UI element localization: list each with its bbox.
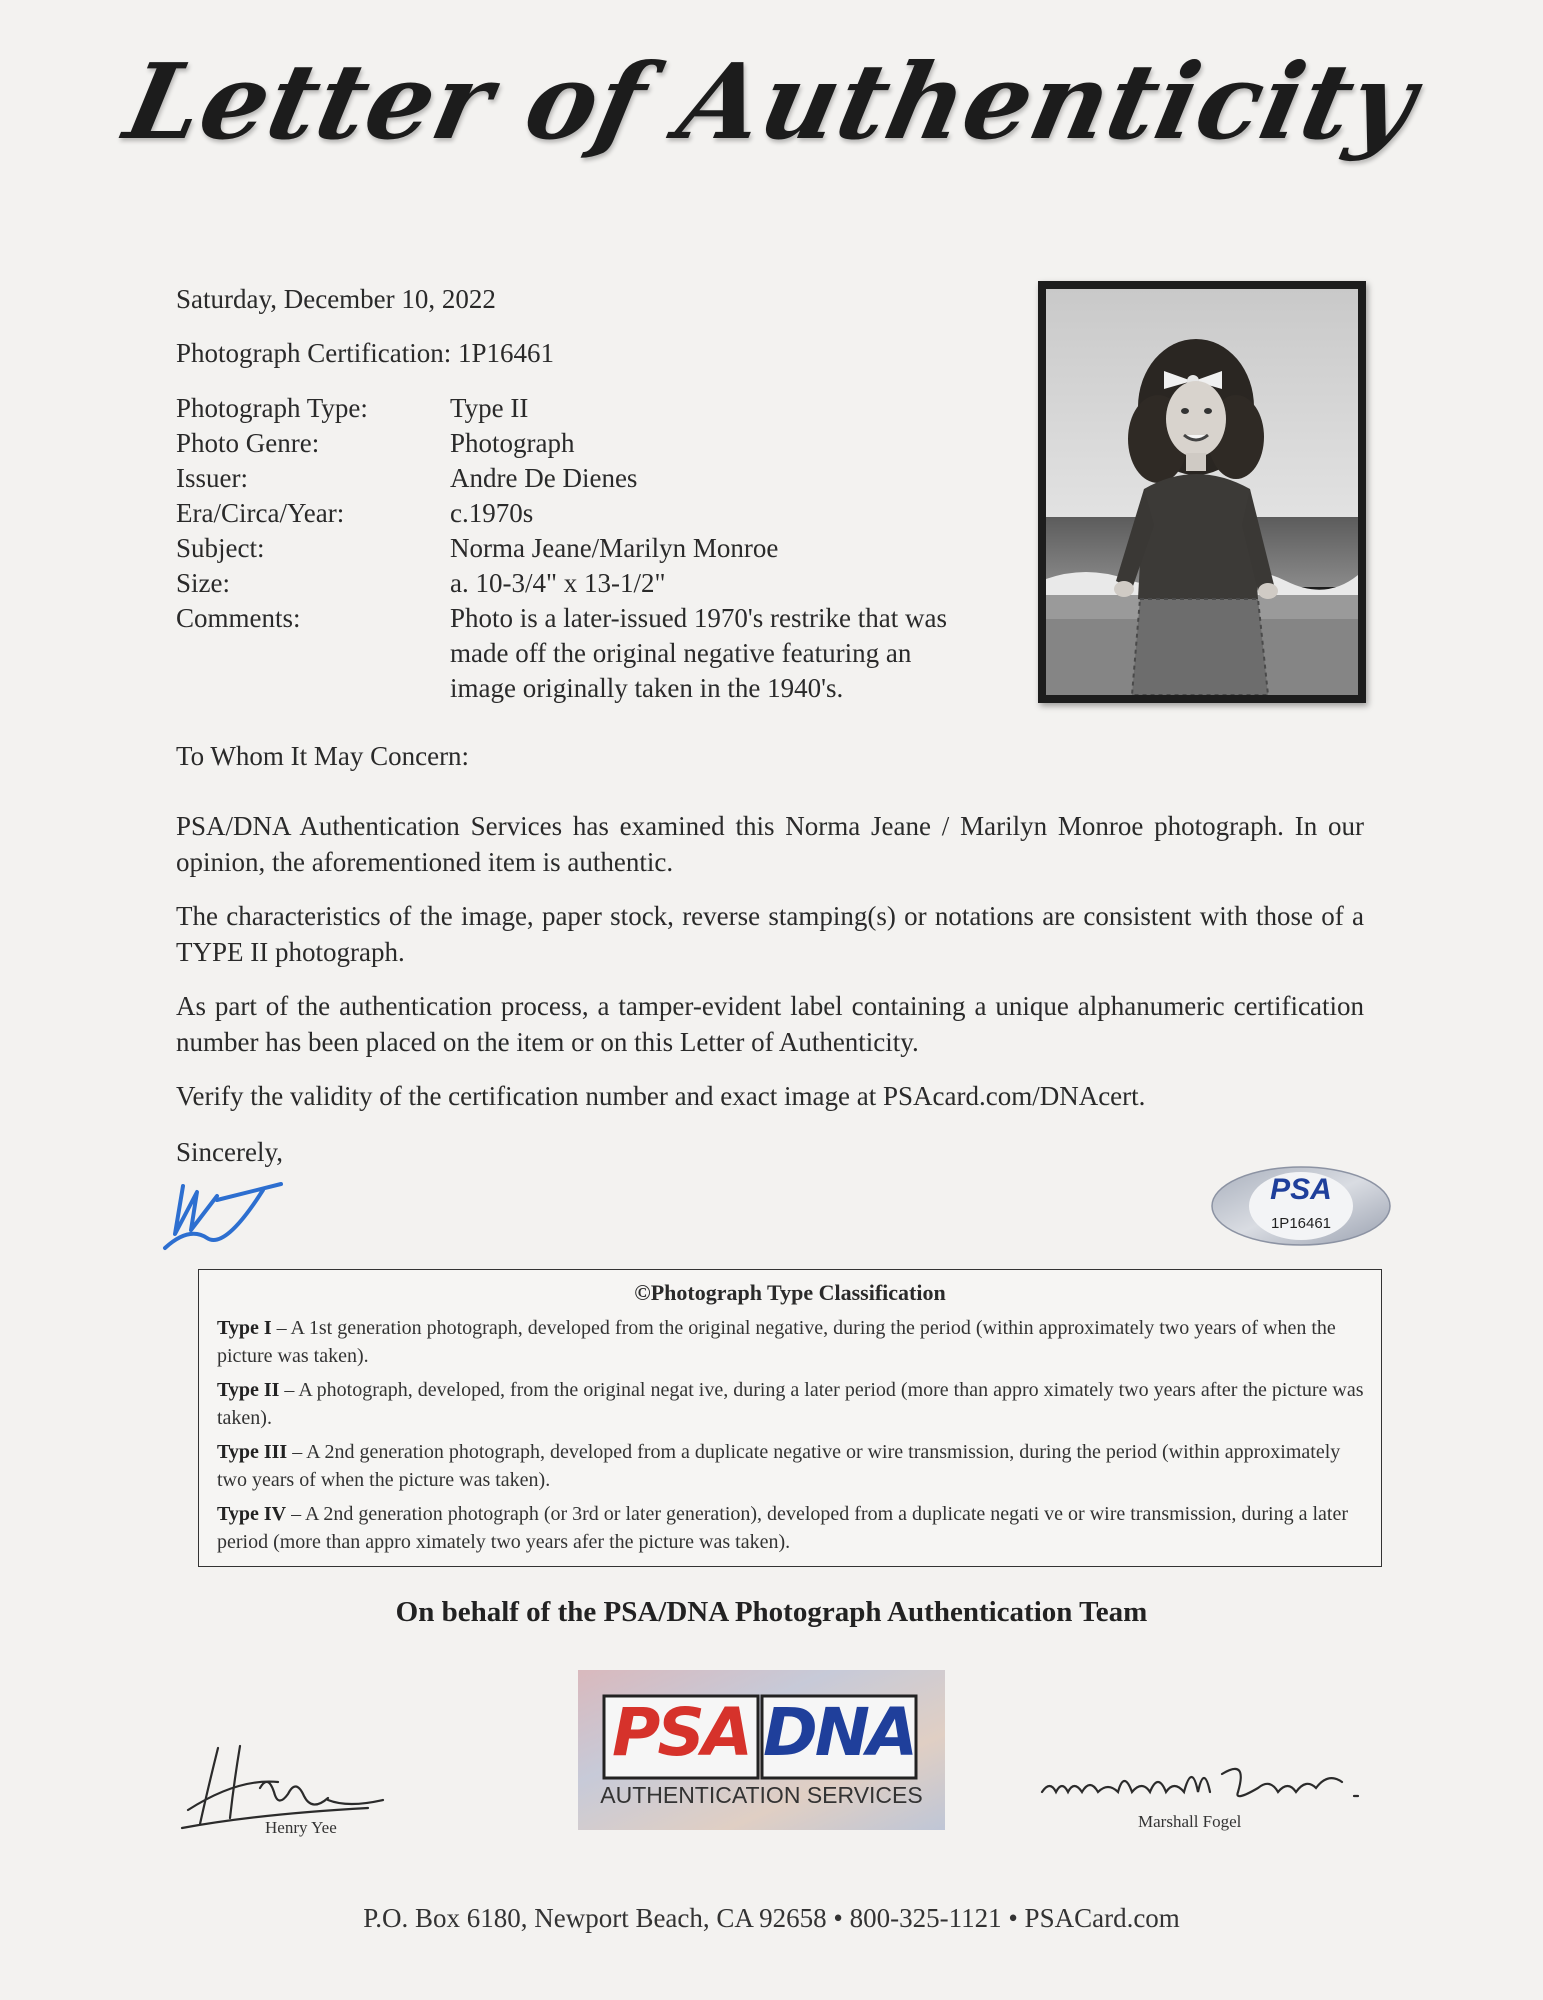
classification-title: ©Photograph Type Classification: [634, 1280, 946, 1305]
type-entry: [217, 1314, 1365, 1370]
detail-label: Photo Genre:: [176, 428, 320, 458]
type-description: – A 1st generation photograph, developed from the original negative, during the period (within approximately two years of when the picture was taken).: [217, 1317, 1336, 1367]
letter-date: Saturday, December 10, 2022: [176, 284, 496, 314]
seal-number: 1P16461: [1270, 1215, 1332, 1232]
detail-value: image originally taken in the 1940's.: [450, 673, 844, 703]
footer-contact: P.O. Box 6180, Newport Beach, CA 92658 • 800-325-1121 • PSACard.com: [363, 1903, 1180, 1933]
detail-value: c.1970s: [450, 498, 534, 528]
type-entry: [217, 1438, 1365, 1494]
signature-scribble: [145, 1170, 285, 1255]
type-name: Type I: [217, 1317, 272, 1339]
marshall-fogel-signature: [1038, 1752, 1368, 1812]
photo-image: [1046, 289, 1358, 695]
detail-label: Subject:: [176, 533, 265, 563]
type-name: Type III: [217, 1441, 288, 1463]
detail-label: Size:: [176, 568, 230, 598]
logo-psa-text: PSA: [612, 1694, 750, 1771]
signer-left-name: Henry Yee: [265, 1818, 337, 1837]
seal-brand: PSA: [1270, 1173, 1332, 1206]
closing: Sincerely,: [176, 1137, 283, 1167]
detail-value: Type II: [450, 393, 529, 423]
detail-value: Photo is a later-issued 1970's restrike that was: [450, 603, 947, 633]
body-paragraph: PSA/DNA Authentication Services has examined this Norma Jeane / Marilyn Monroe photograph. In our opinion, the aforementioned item is authentic.: [176, 811, 1364, 877]
signer-right-name: Marshall Fogel: [1138, 1812, 1242, 1831]
type-name: Type II: [217, 1379, 280, 1401]
type-entry: [217, 1376, 1365, 1432]
type-entry: [217, 1500, 1365, 1556]
type-description: – A 2nd generation photograph, developed from a duplicate negative or wire transmission, during the period (within approximately two years of when the picture was taken).: [217, 1441, 1341, 1491]
detail-label: Issuer:: [176, 463, 248, 493]
salutation: To Whom It May Concern:: [176, 741, 470, 771]
team-line: On behalf of the PSA/DNA Photograph Authentication Team: [395, 1596, 1148, 1628]
psa-dna-logo: [578, 1670, 945, 1830]
body-paragraph: Verify the validity of the certification number and exact image at PSAcard.com/DNAcert.: [176, 1081, 1146, 1111]
logo-dna-text: DNA: [762, 1694, 916, 1771]
detail-label: Comments:: [176, 603, 301, 633]
body-paragraph: As part of the authentication process, a tamper-evident label containing a unique alphanumeric certification number has been placed on the item or on this Letter of Authenticity.: [176, 991, 1364, 1057]
detail-value: a. 10-3/4" x 13-1/2": [450, 568, 666, 598]
detail-label: Photograph Type:: [176, 393, 368, 423]
classification-box: [198, 1269, 1382, 1567]
certification-number: Photograph Certification: 1P16461: [176, 338, 554, 368]
type-description: – A 2nd generation photograph (or 3rd or later generation), developed from a duplicate negati ve or wire transmission, during a later period (more than appro ximately two years afer the picture was taken).: [217, 1503, 1348, 1553]
type-name: Type IV: [217, 1503, 287, 1525]
type-description: – A photograph, developed, from the original negat ive, during a later period (more than appro ximately two years after the picture was taken).: [217, 1379, 1364, 1429]
certified-photo: [1038, 281, 1366, 703]
detail-value: Andre De Dienes: [450, 463, 638, 493]
detail-value: Norma Jeane/Marilyn Monroe: [450, 533, 779, 563]
letter-title: Letter of Authenticity: [115, 40, 1428, 163]
body-paragraph: The characteristics of the image, paper stock, reverse stamping(s) or notations are consistent with those of a TYPE II photograph.: [176, 901, 1364, 967]
detail-label: Era/Circa/Year:: [176, 498, 345, 528]
psa-cert-seal: [1210, 1165, 1392, 1247]
detail-value: Photograph: [450, 428, 575, 458]
logo-subtitle: AUTHENTICATION SERVICES: [600, 1782, 923, 1808]
detail-value: made off the original negative featuring an: [450, 638, 912, 668]
